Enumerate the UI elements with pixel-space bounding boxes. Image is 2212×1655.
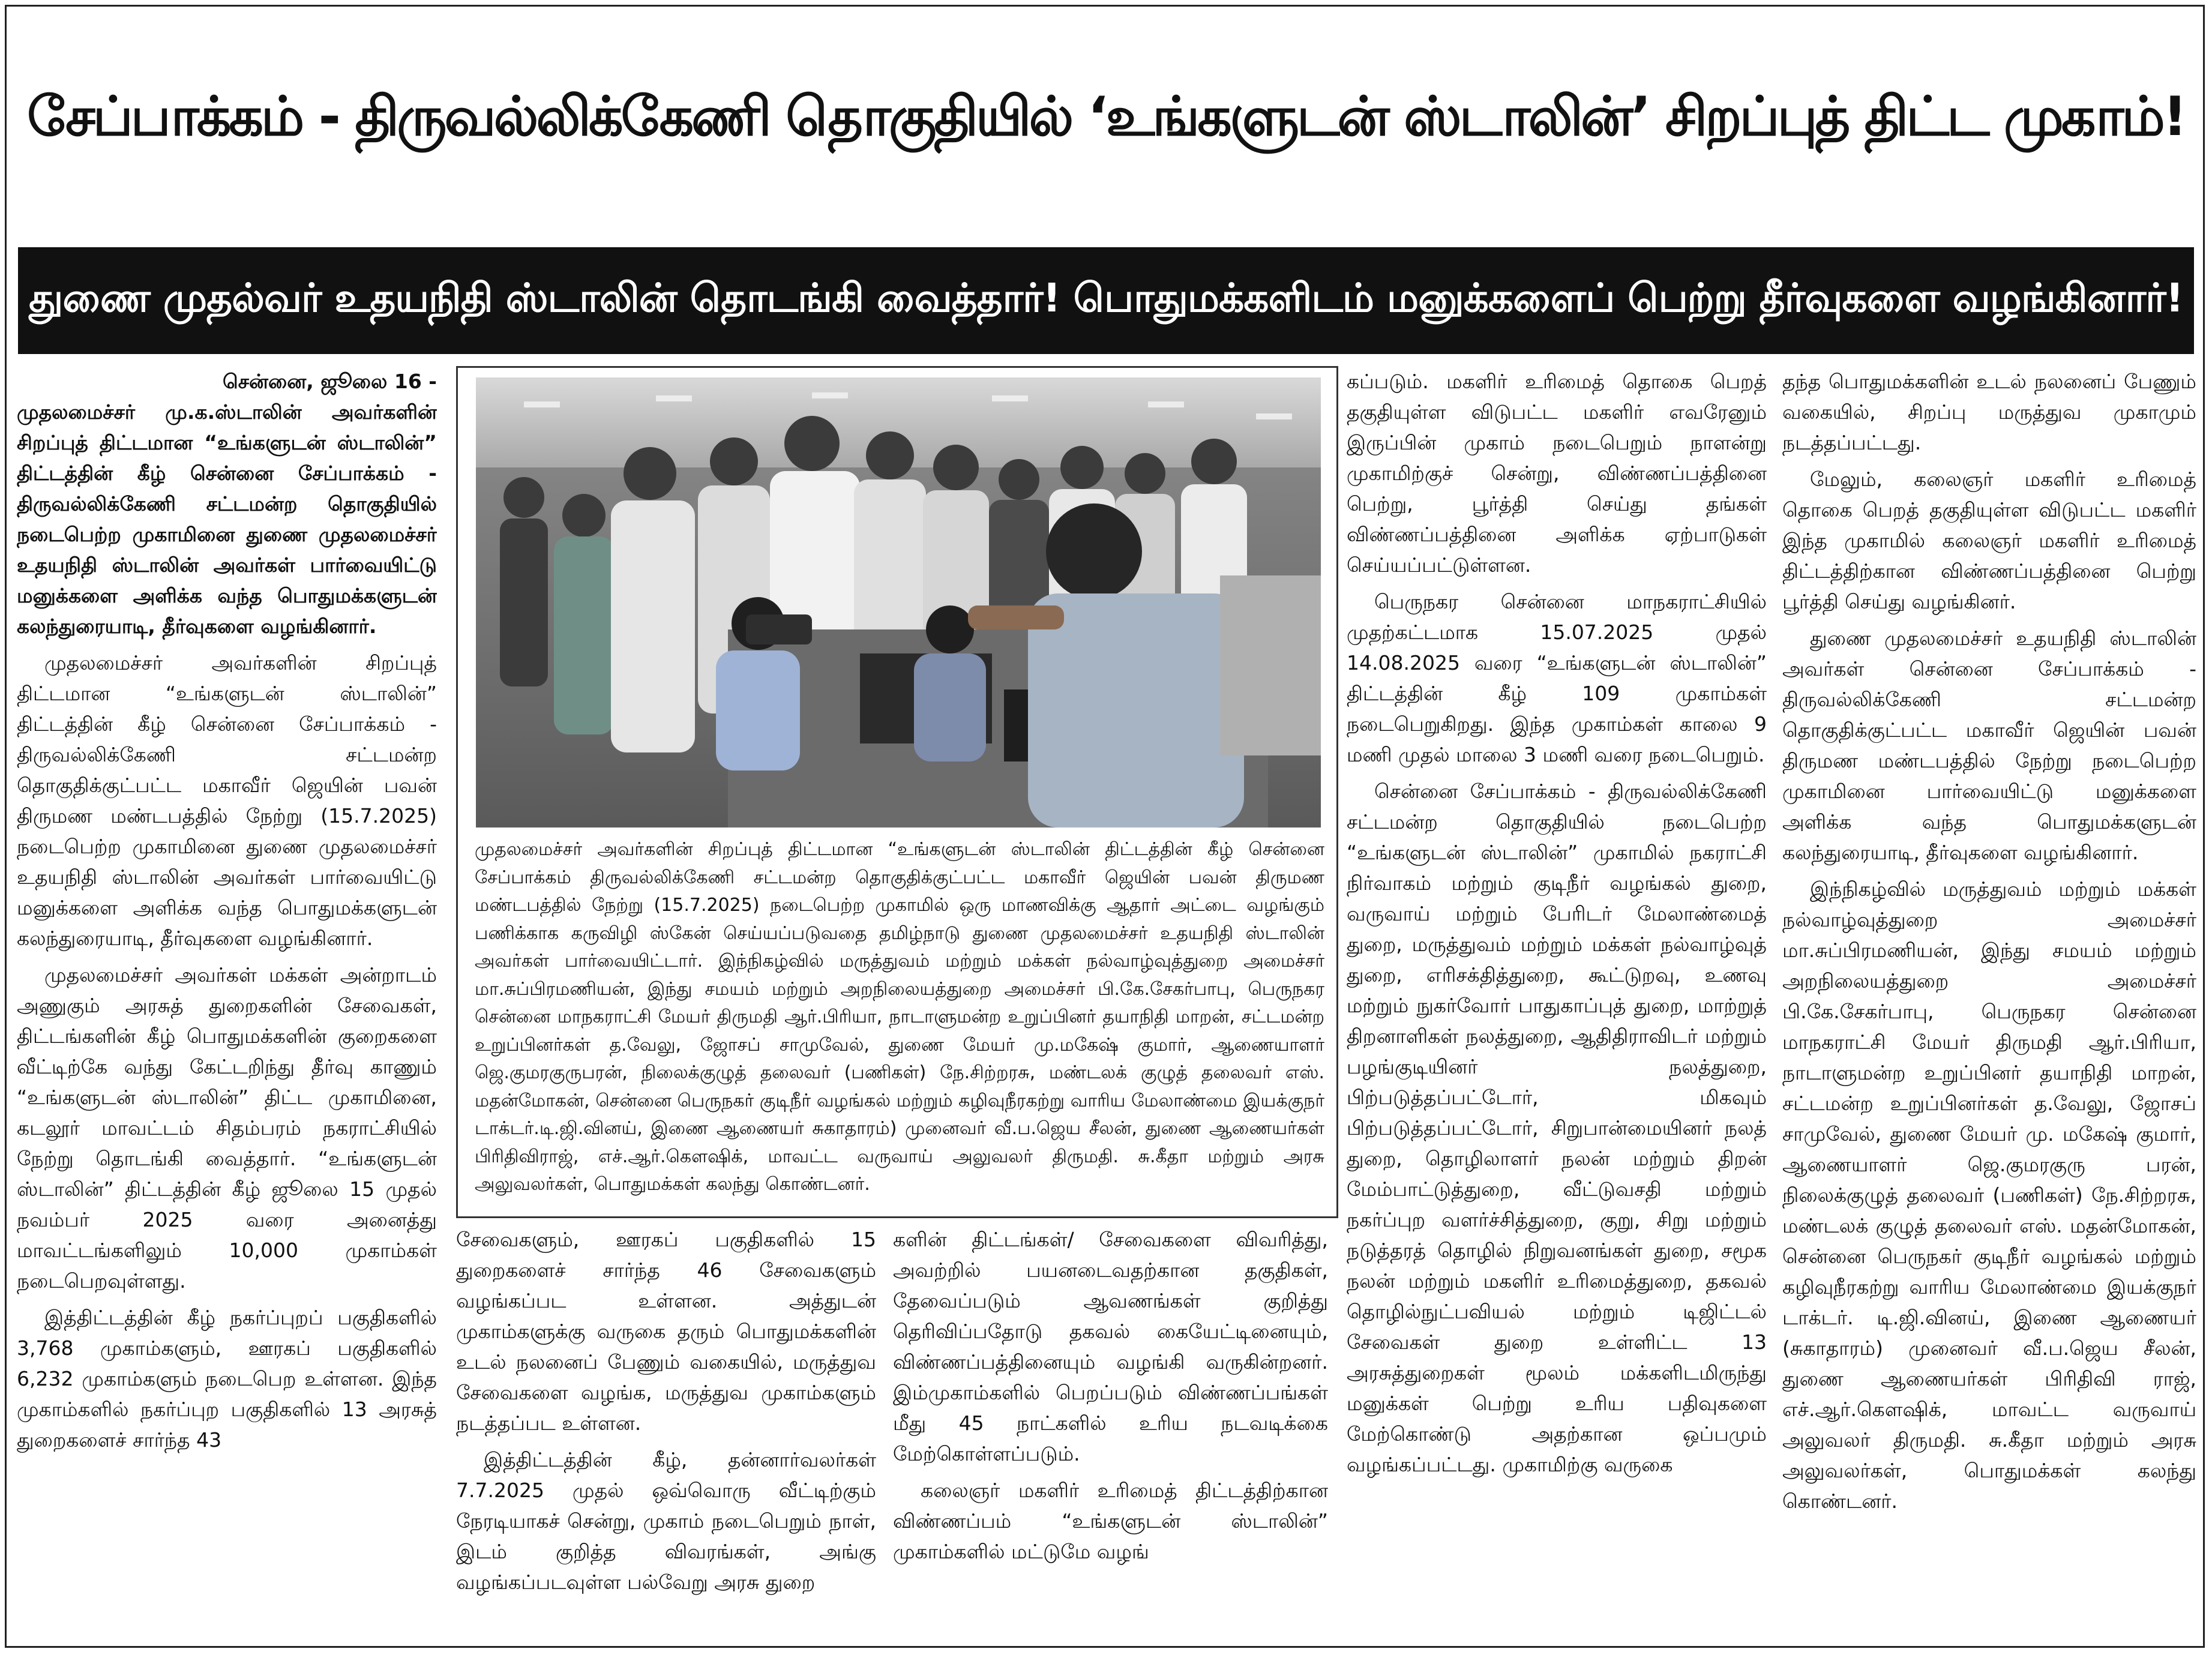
paragraph: கப்படும். மகளிர் உரிமைத் தொகை பெறத் தகுதியுள்ள விடுபட்ட மகளிர் எவரேனும் இருப்பின் முகாம் நடைபெறும் நாளன்று முகாமிற்குச் சென்று, விண்ணப்பத்தினை பெற்று, பூர்த்தி செய்து தங்கள் விண்ணப்பத்தினை அளிக்க ஏற்பாடுகள் செய்யப்பட்டுள்ளன. <box>1347 370 1767 577</box>
paragraph: சென்னை சேப்பாக்கம் - திருவல்லிக்கேணி சட்டமன்ற தொகுதியில் நடைபெற்ற “உங்களுடன் ஸ்டாலின்” முகாமில் நகராட்சி நிர்வாகம் மற்றும் குடிநீர் வழங்கல் துறை, வருவாய் மற்றும் பேரிடர் மேலாண்மைத் துறை, மருத்துவம் மற்றும் மக்கள் நல்வாழ்வுத் துறை, எரிசக்தித்துறை, கூட்டுறவு, உணவு மற்றும் நுகர்வோர் பாதுகாப்புத் துறை, மாற்றுத் திறனாளிகள் நலத்துறை, ஆதிதிராவிடர் மற்றும் பழங்குடியினர் நலத்துறை, பிற்படுத்தப்பட்டோர், மிகவும் பிற்படுத்தப்பட்டோர், சிறுபான்மையினர் நலத் துறை, தொழிலாளர் நலன் மற்றும் திறன் மேம்பாட்டுத்துறை, வீட்டுவசதி மற்றும் நகர்ப்புற வளர்ச்சித்துறை, குறு, சிறு மற்றும் நடுத்தரத் தொழில் நிறுவனங்கள் துறை, சமூக நலன் மற்றும் மகளிர் உரிமைத்துறை, தகவல் தொழில்நுட்பவியல் மற்றும் டிஜிட்டல் சேவைகள் துறை உள்ளிட்ட 13 அரசுத்துறைகள் மூலம் மக்களிடமிருந்து மனுக்கள் பெற்று உரிய பதிவுகளை மேற்கொண்டு அதற்கான ஒப்பமும் வழங்கப்பட்டது. முகாமிற்கு வருகை <box>1347 779 1767 1476</box>
lead-paragraph <box>17 366 437 641</box>
paragraph: முதலமைச்சர் அவர்களின் சிறப்புத் திட்டமான “உங்களுடன் ஸ்டாலின்” திட்டத்தின் கீழ் சென்னை சேப்பாக்கம் - திருவல்லிக்கேணி சட்டமன்ற தொகுதிக்குட்பட்ட மகாவீர் ஜெயின் பவன் திருமண மண்டபத்தில் நேற்று (15.7.2025) நடைபெற்ற முகாமினை துணை முதலமைச்சர் உதயநிதி ஸ்டாலின் அவர்கள் பார்வையிட்டு மனுக்களை அளிக்க வந்த பொதுமக்களுடன் கலந்துரையாடி, தீர்வுகளை வழங்கினார். <box>17 651 437 950</box>
paragraph: இந்நிகழ்வில் மருத்துவம் மற்றும் மக்கள் நல்வாழ்வுத்துறை அமைச்சர் மா.சுப்பிரமணியன், இந்து சமயம் மற்றும் அறநிலையத்துறை அமைச்சர் பி.கே.சேகர்பாபு, பெருநகர சென்னை மாநகராட்சி மேயர் திருமதி ஆர்.பிரியா, நாடாளுமன்ற உறுப்பினர் தயாநிதி மாறன், சட்டமன்ற உறுப்பினர்கள் த.வேலு, ஜோசப் சாமுவேல், துணை மேயர் மு. மகேஷ் குமார், ஆணையாளர் ஜெ.குமரகுரு பரன், நிலைக்குழுத் தலைவர் (பணிகள்) நே.சிற்றரசு, மண்டலக் குழுத் தலைவர் எஸ். மதன்மோகன், சென்னை பெருநகர் குடிநீர் வழங்கல் மற்றும் கழிவுநீரகற்று வாரிய மேலாண்மை இயக்குநர் டாக்டர். டி.ஜி.வினய், இணை ஆணையர் (சுகாதாரம்) முனைவர் வீ.ப.ஜெய சீலன், துணை ஆணையர்கள் பிரிதிவி ராஜ், எச்.ஆர்.கௌஷிக், மாவட்ட வருவாய் அலுவலர் திருமதி. சு.கீதா மற்றும் அரசு அலுவலர்கள், பொதுமக்கள் கலந்து கொண்டனர். <box>1782 877 2196 1513</box>
paragraph: களின் திட்டங்கள்/ சேவைகளை விவரித்து, அவற்றில் பயனடைவதற்கான தகுதிகள், தேவைப்படும் ஆவணங்கள் குறித்து தெரிவிப்பதோடு தகவல் கையேட்டினையும், விண்ணப்பத்தினையும் வழங்கி வருகின்றனர். இம்முகாம்களில் பெறப்படும் விண்ணப்பங்கள் மீது 45 நாட்களில் உரிய நடவடிக்கை மேற்கொள்ளப்படும். <box>893 1228 1328 1465</box>
paragraph: கலைஞர் மகளிர் உரிமைத் திட்டத்திற்கான விண்ணப்பம் “உங்களுடன் ஸ்டாலின்” முகாம்களில் மட்டுமே வழங் <box>893 1479 1328 1563</box>
news-photo <box>476 377 1321 827</box>
lead-text: முதலமைச்சர் மு.க.ஸ்டாலின் அவர்களின் சிறப்புத் திட்டமான “உங்களுடன் ஸ்டாலின்” திட்டத்தின் கீழ் சென்னை சேப்பாக்கம் - திருவல்லிக்கேணி சட்டமன்ற தொகுதியில் நடைபெற்ற முகாமினை துணை முதலமைச்சர் உதயநிதி ஸ்டாலின் அவர்கள் பார்வையிட்டு மனுக்களை அளிக்க வந்த பொதுமக்களுடன் கலந்துரையாடி, தீர்வுகளை வழங்கினார். <box>17 400 437 638</box>
headline: சேப்பாக்கம் - திருவல்லிக்கேணி தொகுதியில் ‘உங்களுடன் ஸ்டாலின்’ சிறப்புத் திட்ட முகாம்! <box>27 85 2185 148</box>
paragraph: முதலமைச்சர் அவர்கள் மக்கள் அன்றாடம் அணுகும் அரசுத் துறைகளின் சேவைகள், திட்டங்களின் கீழ் பொதுமக்களின் குறைகளை வீட்டிற்கே வந்து கேட்டறிந்து தீர்வு காணும் “உங்களுடன் ஸ்டாலின்” திட்ட முகாமினை, கடலூர் மாவட்டம் சிதம்பரம் நகராட்சியில் நேற்று தொடங்கி வைத்தார். “உங்களுடன் ஸ்டாலின்” திட்டத்தின் கீழ் ஜூலை 15 முதல் நவம்பர் 2025 வரை அனைத்து மாவட்டங்களிலும் 10,000 முகாம்கள் நடைபெறவுள்ளது. <box>17 963 437 1293</box>
paragraph: மேலும், கலைஞர் மகளிர் உரிமைத் தொகை பெறத் தகுதியுள்ள விடுபட்ட மகளிர் இந்த முகாமில் கலைஞர் மகளிர் உரிமைத் திட்டத்திற்கான விண்ணப்பத்தினை பெற்று பூர்த்தி செய்து வழங்கினர். <box>1782 467 2196 613</box>
subheadline-bar <box>18 247 2194 354</box>
paragraph: துணை முதலமைச்சர் உதயநிதி ஸ்டாலின் அவர்கள் சென்னை சேப்பாக்கம் - திருவல்லிக்கேணி சட்டமன்ற தொகுதிக்குட்பட்ட மகாவீர் ஜெயின் பவன் திருமண மண்டபத்தில் நேற்று நடைபெற்ற முகாமினை பார்வையிட்டு மனுக்களை அளிக்க வந்த பொதுமக்களுடன் கலந்துரையாடி, தீர்வுகளை வழங்கினார். <box>1782 626 2196 864</box>
article-column-2 <box>456 1224 876 1638</box>
article-column-1 <box>17 366 437 1638</box>
article-column-5 <box>1782 366 2196 1638</box>
paragraph: தந்த பொதுமக்களின் உடல் நலனைப் பேணும் வகையில், சிறப்பு மருத்துவ முகாமும் நடத்தப்பட்டது. <box>1782 370 2196 454</box>
paragraph: பெருநகர சென்னை மாநகராட்சியில் முதற்கட்டமாக 15.07.2025 முதல் 14.08.2025 வரை “உங்களுடன் ஸ்டாலின்” திட்டத்தின் கீழ் 109 முகாம்கள் நடைபெறுகிறது. இந்த முகாம்கள் காலை 9 மணி முதல் மாலை 3 மணி வரை நடைபெறும். <box>1347 590 1767 766</box>
photo-caption: முதலமைச்சர் அவர்களின் சிறப்புத் திட்டமான “உங்களுடன் ஸ்டாலின் திட்டத்தின் கீழ் சென்னை சேப்பாக்கம் திருவல்லிக்கேணி சட்டமன்ற தொகுதிக்குட்பட்ட மகாவீர் ஜெயின் பவன் திருமண மண்டபத்தில் நேற்று (15.7.2025) நடைபெற்ற முகாமில் ஒரு மாணவிக்கு ஆதார் அட்டை வழங்கும் பணிக்காக கருவிழி ஸ்கேன் செய்யப்படுவதை தமிழ்நாடு துணை முதலமைச்சர் உதயநிதி ஸ்டாலின் அவர்கள் பார்வையிட்டார். இந்நிகழ்வில் மருத்துவம் மற்றும் மக்கள் நல்வாழ்வுத்துறை அமைச்சர் மா.சுப்பிரமணியன், இந்து சமயம் மற்றும் அறநிலையத்துறை அமைச்சர் பி.கே.சேகர்பாபு, பெருநகர சென்னை மாநகராட்சி மேயர் திருமதி ஆர்.பிரியா, நாடாளுமன்ற உறுப்பினர் தயாநிதி மாறன், சட்டமன்ற உறுப்பினர்கள் த.வேலு, ஜோசப் சாமுவேல், துணை மேயர் மு.மகேஷ் குமார், ஆணையாளர் ஜெ.குமரகுருபரன், நிலைக்குழுத் தலைவர் (பணிகள்) நே.சிற்றரசு, மண்டலக் குழுத் தலைவர் எஸ். மதன்மோகன், சென்னை பெருநகர் குடிநீர் வழங்கல் மற்றும் கழிவுநீரகற்று வாரிய மேலாண்மை இயக்குநர் டாக்டர்.டி.ஜி.வினய், இணை ஆணையர் சுகாதாரம்) முனைவர் வீ.ப.ஜெய சீலன், துணை ஆணையர்கள் பிரிதிவிராஜ், எச்.ஆர்.கௌஷிக், மாவட்ட வருவாய் அலுவலர் திருமதி. சு.கீதா மற்றும் அரசு அலுவலர்கள், பொதுமக்கள் கலந்து கொண்டனர். <box>475 839 1324 1195</box>
paragraph: சேவைகளும், ஊரகப் பகுதிகளில் 15 துறைகளைச் சார்ந்த 46 சேவைகளும் வழங்கப்பட உள்ளன. அத்துடன் முகாம்களுக்கு வருகை தரும் பொதுமக்களின் உடல் நலனைப் பேணும் வகையில், மருத்துவ சேவைகளை வழங்க, மருத்துவ முகாம்களும் நடத்தப்பட உள்ளன. <box>456 1228 876 1435</box>
paragraph: இத்திட்டத்தின் கீழ் நகர்ப்புறப் பகுதிகளில் 3,768 முகாம்களும், ஊரகப் பகுதிகளில் 6,232 முகாம்களும் நடைபெற உள்ளன. இந்த முகாம்களில் நகர்ப்புற பகுதிகளில் 13 அரசுத் துறைகளைச் சார்ந்த 43 <box>17 1306 437 1452</box>
article-column-3 <box>893 1224 1328 1638</box>
photo-box <box>456 366 1338 1218</box>
paragraph: இத்திட்டத்தின் கீழ், தன்னார்வலர்கள் 7.7.2025 முதல் ஒவ்வொரு வீட்டிற்கும் நேரடியாகச் சென்று, முகாம் நடைபெறும் நாள், இடம் குறித்த விவரங்கள், அங்கு வழங்கப்படவுள்ள பல்வேறு அரசு துறை <box>456 1448 876 1594</box>
dateline: சென்னை, ஜூலை 16 - <box>223 370 437 393</box>
article-column-4 <box>1347 366 1767 1638</box>
subheadline: துணை முதல்வர் உதயநிதி ஸ்டாலின் தொடங்கி வைத்தார்! பொதுமக்களிடம் மனுக்களைப் பெற்று தீர்வுகளை வழங்கினார்! <box>29 275 2183 321</box>
